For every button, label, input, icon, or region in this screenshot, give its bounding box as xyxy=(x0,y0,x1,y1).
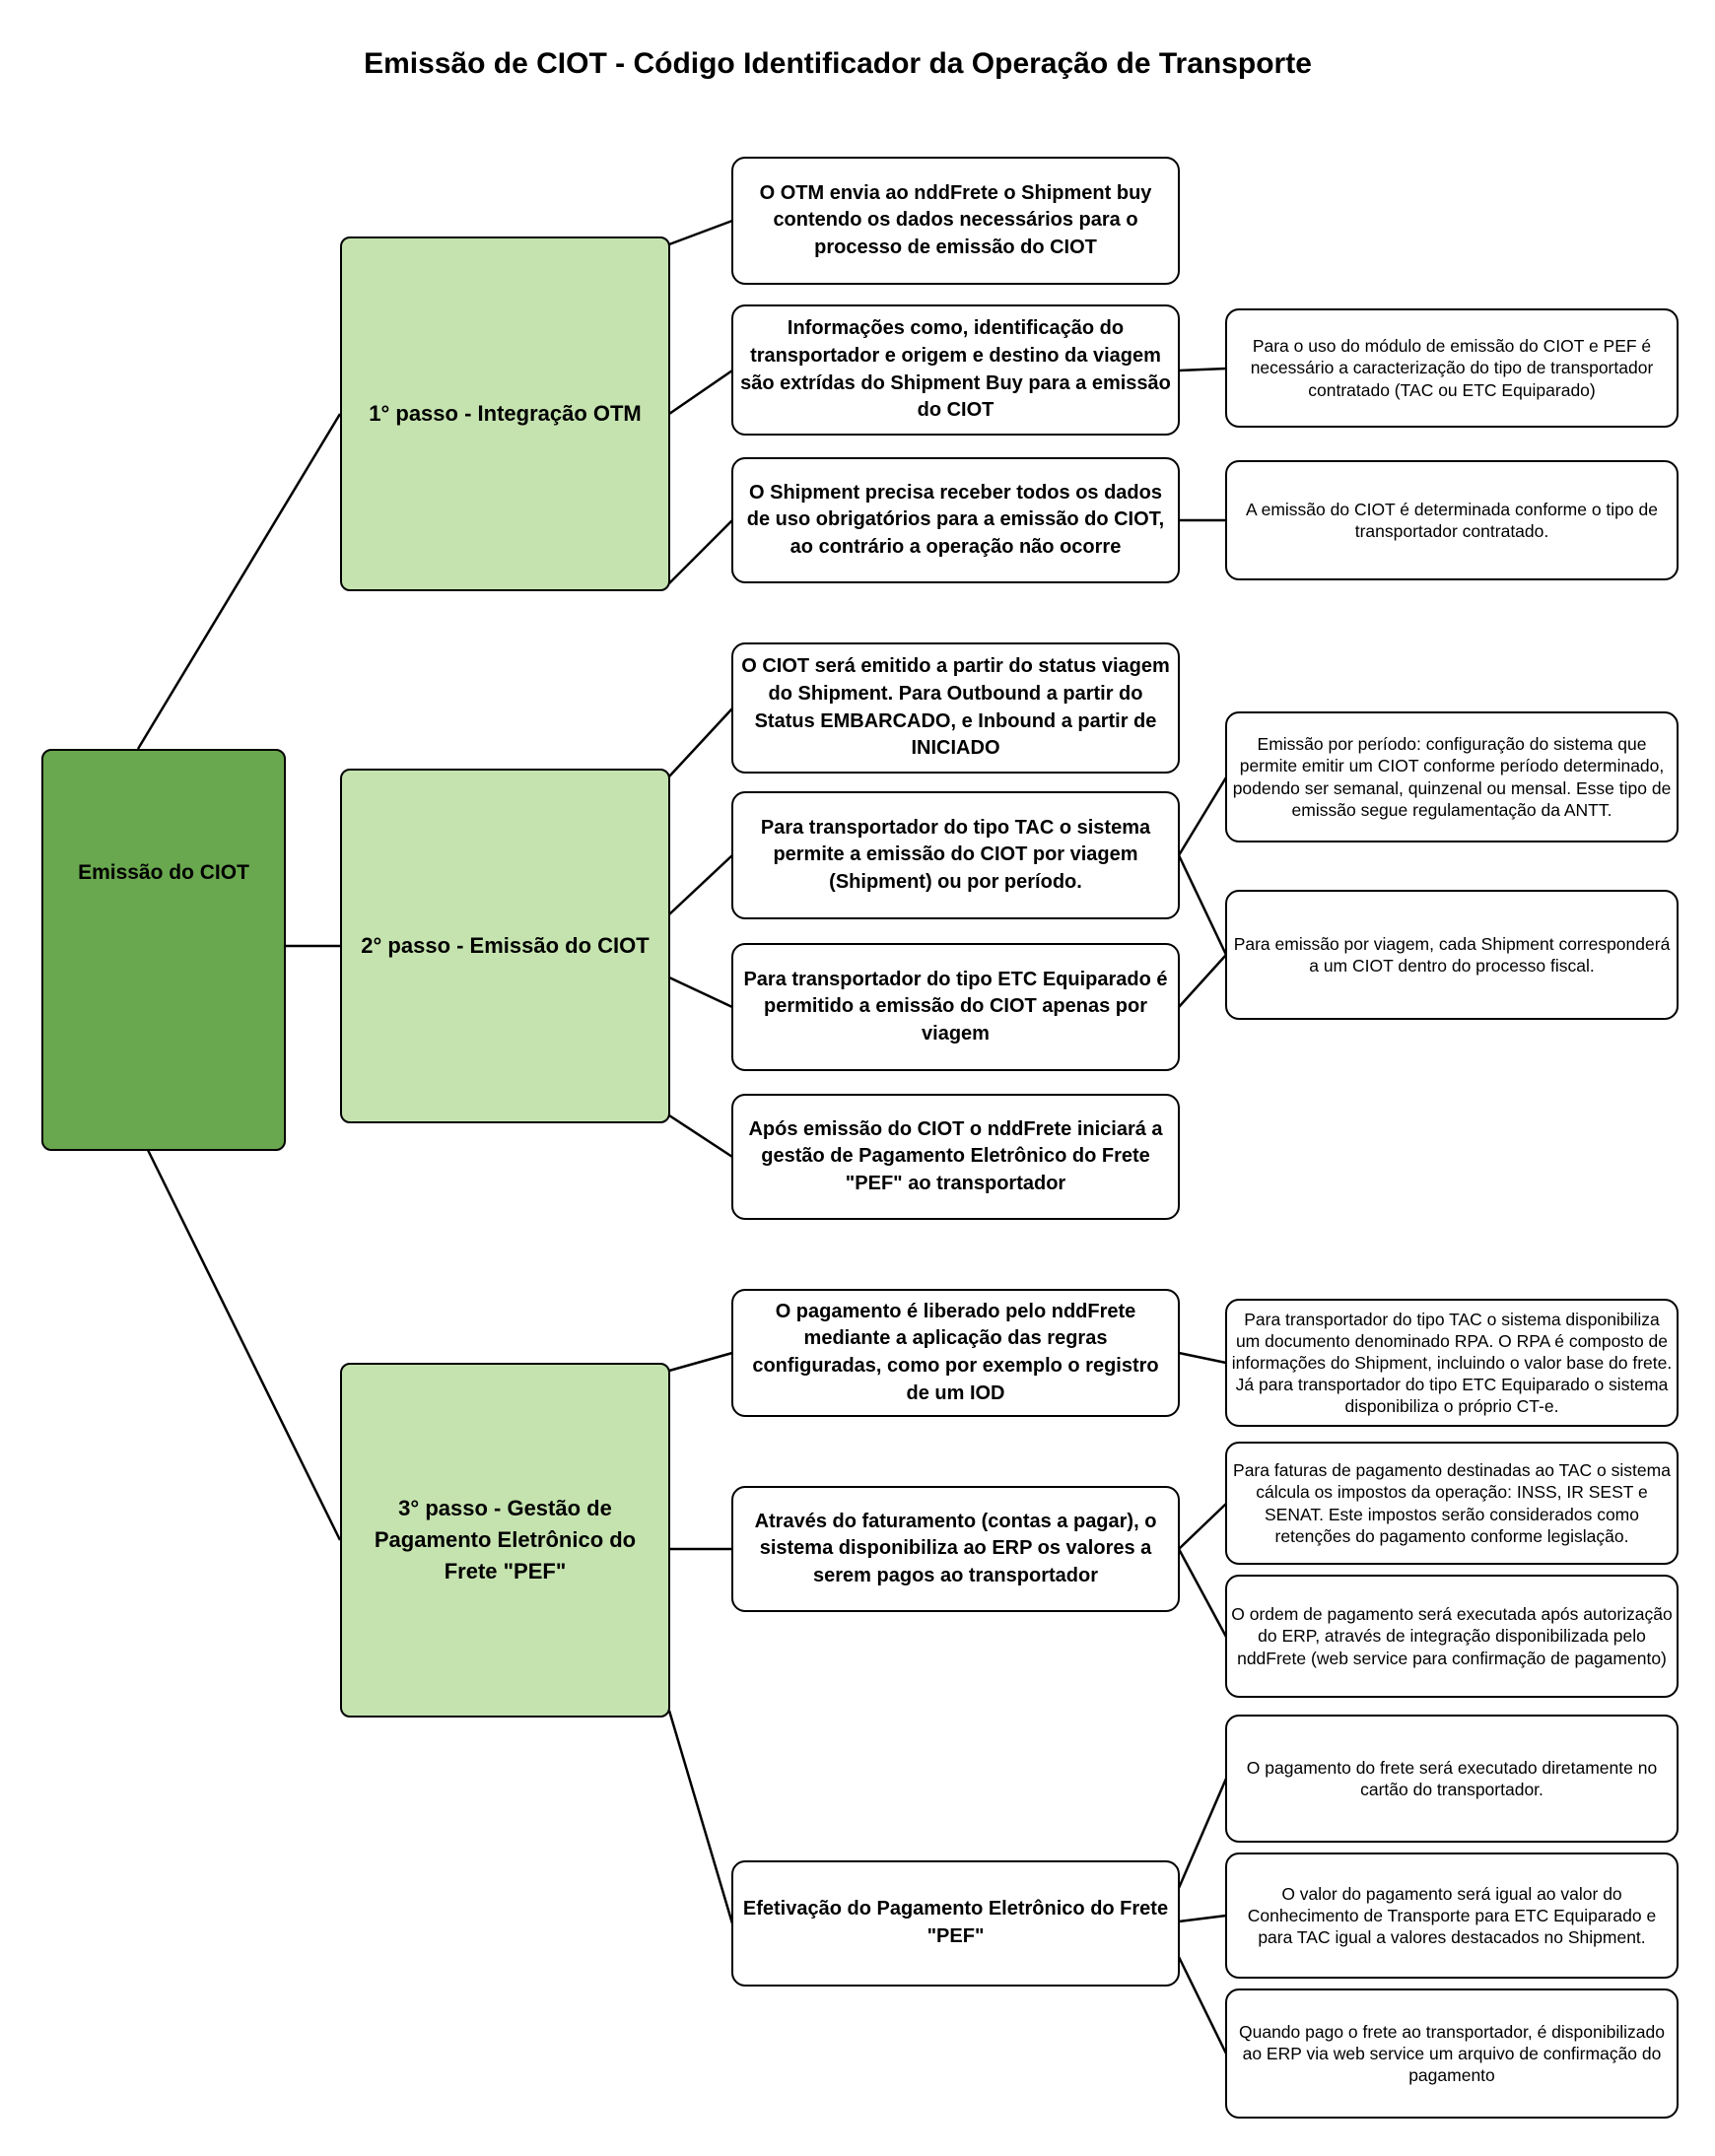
detail-box-otm-shipment-text: O OTM envia ao nddFrete o Shipment buy contendo os dados necessários para o processo de emissão do CIOT xyxy=(759,181,1152,258)
connector-root-step3 xyxy=(148,1150,340,1540)
connector-root-step1 xyxy=(138,414,340,749)
detail-box-tipo-etc xyxy=(731,943,1180,1071)
detail-box-pagamento-liberado xyxy=(731,1289,1180,1417)
detail-box-tipo-tac xyxy=(731,791,1180,919)
note-box-caracterizacao xyxy=(1225,308,1679,428)
detail-box-informacoes-text: Informações como, identificação do transportador e origem e destino da viagem são extrídas do Shipment Buy para a emissão do CIOT xyxy=(740,317,1171,422)
root-node-label: Emissão do CIOT xyxy=(78,861,249,884)
note-box-ordem-pagamento-text: O ordem de pagamento será executada após autorização do ERP, através de integração disponibilizada pelo nddFrete (web service para confirmação de pagamento) xyxy=(1231,1604,1673,1668)
note-box-ordem-pagamento xyxy=(1225,1575,1679,1698)
connector-step2-d6 xyxy=(669,977,732,1007)
connector-step1-d1 xyxy=(669,221,732,244)
detail-box-dados-obrigatorios-text: O Shipment precisa receber todos os dados de uso obrigatórios para a emissão do CIOT, ao contrário a operação não ocorre xyxy=(746,481,1165,558)
note-box-emissao-determinada-text: A emissão do CIOT é determinada conforme o tipo de transportador contratado. xyxy=(1246,499,1658,541)
detail-box-apos-emissao-text: Após emissão do CIOT o nddFrete iniciará a gestão de Pagamento Eletrônico do Frete "PEF" ao transportador xyxy=(748,1117,1163,1194)
connector-d10-n10 xyxy=(1179,1957,1226,2054)
connector-step2-d4 xyxy=(669,708,732,776)
connector-d5-n3 xyxy=(1179,777,1226,855)
detail-box-tipo-tac-text: Para transportador do tipo TAC o sistema permite a emissão do CIOT por viagem (Shipment) ou por período. xyxy=(760,816,1151,893)
note-box-emissao-viagem-text: Para emissão por viagem, cada Shipment corresponderá a um CIOT dentro do processo fiscal. xyxy=(1233,933,1671,976)
connector-step1-d2 xyxy=(669,371,732,414)
connector-d10-n8 xyxy=(1179,1779,1226,1888)
step-node-3 xyxy=(340,1363,670,1718)
connector-d8-n5 xyxy=(1179,1353,1226,1363)
note-box-rpa-cte-text: Para transportador do tipo TAC o sistema disponibiliza um documento denominado RPA. O RPA é composto de informações do Shipment, incluindo o valor base do frete. Já para transportador do tipo ETC Equiparado o sistema disponibiliza o próprio CT-e. xyxy=(1231,1309,1673,1417)
connector-d6-n4 xyxy=(1179,955,1226,1007)
note-box-valor-pagamento-text: O valor do pagamento será igual ao valor do Conhecimento de Transporte para ETC Equiparado e para TAC igual a valores destacados no Shipment. xyxy=(1247,1883,1657,1948)
connector-step1-d3 xyxy=(669,520,732,583)
detail-box-status-viagem xyxy=(731,642,1180,774)
step-node-3-label: 3° passo - Gestão de Pagamento Eletrônico do Frete "PEF" xyxy=(374,1496,637,1583)
connector-d10-n9 xyxy=(1179,1916,1226,1921)
connector-step2-d7 xyxy=(669,1115,732,1157)
connector-step3-d8 xyxy=(669,1353,732,1371)
connector-d2-n1 xyxy=(1179,369,1226,371)
step-node-1 xyxy=(340,236,670,591)
detail-box-faturamento-text: Através do faturamento (contas a pagar), o sistema disponibiliza ao ERP os valores a serem pagos ao transportador xyxy=(754,1510,1157,1586)
detail-box-status-viagem-text: O CIOT será emitido a partir do status viagem do Shipment. Para Outbound a partir do Status EMBARCADO, e Inbound a partir de INICIADO xyxy=(741,655,1170,760)
note-box-emissao-viagem xyxy=(1225,890,1679,1020)
connector-d9-n6 xyxy=(1179,1504,1226,1549)
root-node xyxy=(41,749,286,1151)
detail-box-otm-shipment xyxy=(731,157,1180,285)
note-box-confirmacao-pagamento xyxy=(1225,1988,1679,2119)
detail-box-informacoes xyxy=(731,304,1180,436)
note-box-impostos xyxy=(1225,1442,1679,1565)
detail-box-pagamento-liberado-text: O pagamento é liberado pelo nddFrete mediante a aplicação das regras configuradas, como por exemplo o registro de um IOD xyxy=(752,1300,1159,1404)
detail-box-faturamento xyxy=(731,1486,1180,1612)
note-box-emissao-determinada xyxy=(1225,460,1679,580)
diagram-title: Emissão de CIOT - Código Identificador da Operação de Transporte xyxy=(364,47,1312,80)
detail-box-efetivacao-pef xyxy=(731,1860,1180,1987)
note-box-impostos-text: Para faturas de pagamento destinadas ao TAC o sistema cálcula os impostos da operação: INSS, IR SEST e SENAT. Este impostos serão considerados como retenções do pagamento conforme legislação. xyxy=(1233,1460,1671,1546)
note-box-confirmacao-pagamento-text: Quando pago o frete ao transportador, é disponibilizado ao ERP via web service um arquivo de confirmação do pagamento xyxy=(1239,2021,1665,2086)
detail-box-efetivacao-pef-text: Efetivação do Pagamento Eletrônico do Frete "PEF" xyxy=(742,1898,1169,1947)
note-box-pagamento-cartao xyxy=(1225,1715,1679,1843)
detail-box-dados-obrigatorios xyxy=(731,457,1180,583)
connector-d9-n7 xyxy=(1179,1549,1226,1637)
detail-box-apos-emissao xyxy=(731,1094,1180,1220)
connector-step3-d10 xyxy=(669,1711,732,1923)
note-box-rpa-cte xyxy=(1225,1299,1679,1427)
step-node-1-label: 1° passo - Integração OTM xyxy=(369,401,642,427)
step-node-2-label: 2° passo - Emissão do CIOT xyxy=(361,933,650,959)
connector-d5-n4 xyxy=(1179,855,1226,955)
step-node-2 xyxy=(340,769,670,1123)
detail-box-tipo-etc-text: Para transportador do tipo ETC Equiparado é permitido a emissão do CIOT apenas por viagem xyxy=(743,968,1168,1044)
connector-step2-d5 xyxy=(669,855,732,914)
note-box-emissao-periodo xyxy=(1225,711,1679,842)
note-box-emissao-periodo-text: Emissão por período: configuração do sistema que permite emitir um CIOT conforme período determinado, podendo ser semanal, quinzenal ou mensal. Esse tipo de emissão segue regulamentação da ANTT. xyxy=(1232,734,1672,820)
note-box-pagamento-cartao-text: O pagamento do frete será executado diretamente no cartão do transportador. xyxy=(1246,1757,1658,1799)
note-box-caracterizacao-text: Para o uso do módulo de emissão do CIOT e PEF é necessário a caracterização do tipo de transportador contratado (TAC ou ETC Equiparado) xyxy=(1250,336,1654,400)
note-box-valor-pagamento xyxy=(1225,1853,1679,1979)
